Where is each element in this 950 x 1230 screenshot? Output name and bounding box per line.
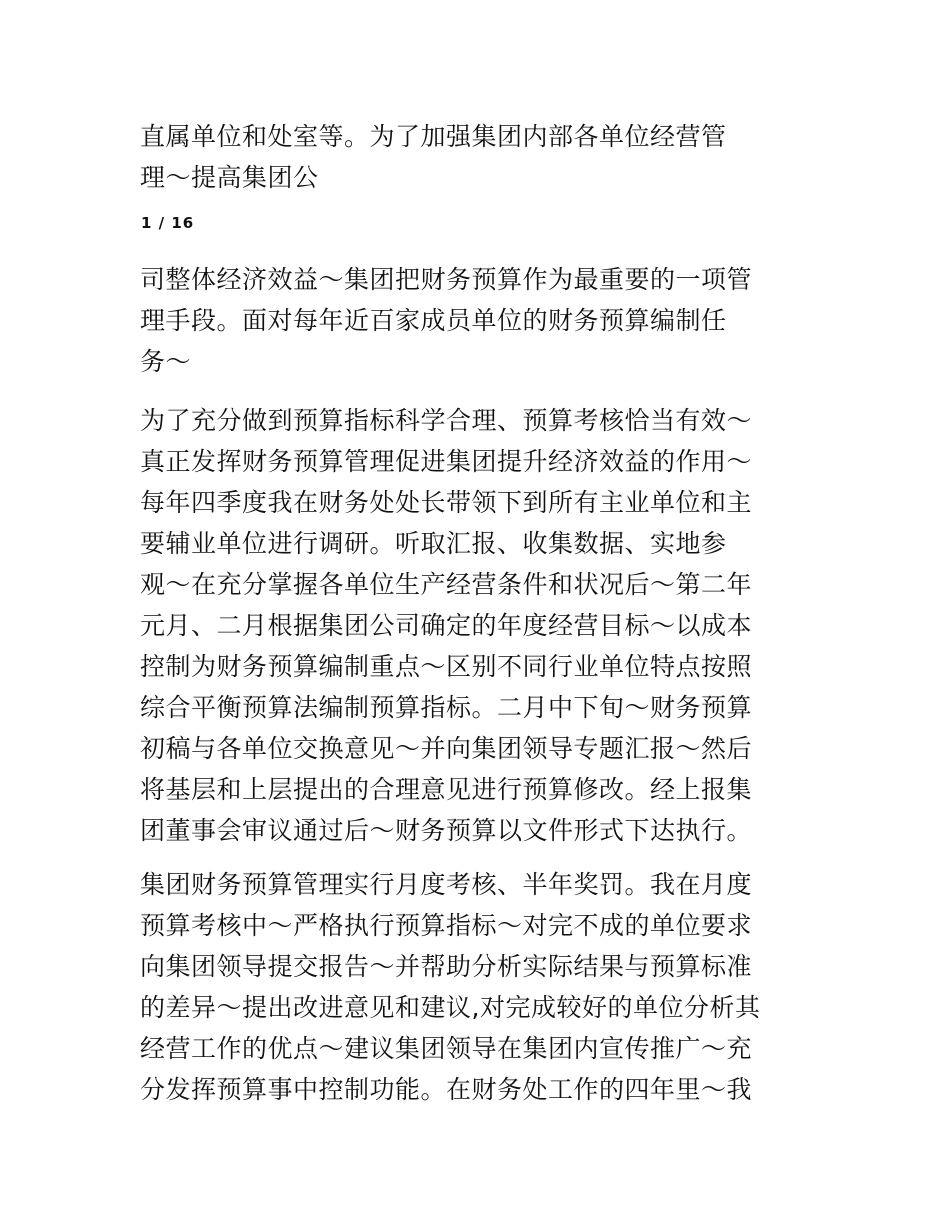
text-line: 初稿与各单位交换意见～并向集团领导专题汇报～然后 [140, 734, 753, 763]
text-line: 真正发挥财务预算管理促进集团提升经济效益的作用～ [140, 447, 753, 476]
text-line: 集团财务预算管理实行月度考核、半年奖罚。我在月度 [140, 870, 753, 899]
text-line: 要辅业单位进行调研。听取汇报、收集数据、实地参 [140, 529, 727, 558]
paragraph-3 [140, 400, 800, 851]
text-line: 观～在充分掌握各单位生产经营条件和状况后～第二年 [140, 570, 753, 599]
text-line: 综合平衡预算法编制预算指标。二月中下旬～财务预算 [140, 693, 753, 722]
text-line: 分发挥预算事中控制功能。在财务处工作的四年里～我 [140, 1075, 753, 1104]
text-line: 的差异～提出改进意见和建议,对完成较好的单位分析其 [140, 993, 761, 1022]
text-line: 务～ [140, 347, 192, 376]
text-line: 为了充分做到预算指标科学合理、预算考核恰当有效～ [140, 406, 753, 435]
text-line: 预算考核中～严格执行预算指标～对完不成的单位要求 [140, 911, 753, 940]
text-line: 每年四季度我在财务处处长带领下到所有主业单位和主 [140, 488, 753, 517]
text-line: 理手段。面对每年近百家成员单位的财务预算编制任 [140, 306, 727, 335]
text-line: 元月、二月根据集团公司确定的年度经营目标～以成本 [140, 611, 753, 640]
text-line: 司整体经济效益～集团把财务预算作为最重要的一项管 [140, 265, 753, 294]
page-number: 1 / 16 [141, 214, 195, 232]
text-line: 理～提高集团公 [140, 163, 319, 192]
text-line: 向集团领导提交报告～并帮助分析实际结果与预算标准 [140, 952, 753, 981]
text-line: 将基层和上层提出的合理意见进行预算修改。经上报集 [140, 775, 753, 804]
text-line: 团董事会审议通过后～财务预算以文件形式下达执行。 [140, 816, 753, 845]
paragraph-2 [140, 259, 800, 382]
text-line: 控制为财务预算编制重点～区别不同行业单位特点按照 [140, 652, 753, 681]
text-line: 直属单位和处室等。为了加强集团内部各单位经营管 [140, 122, 727, 151]
text-line: 经营工作的优点～建议集团领导在集团内宣传推广～充 [140, 1034, 753, 1063]
paragraph-1 [140, 116, 800, 198]
paragraph-4 [140, 864, 800, 1110]
